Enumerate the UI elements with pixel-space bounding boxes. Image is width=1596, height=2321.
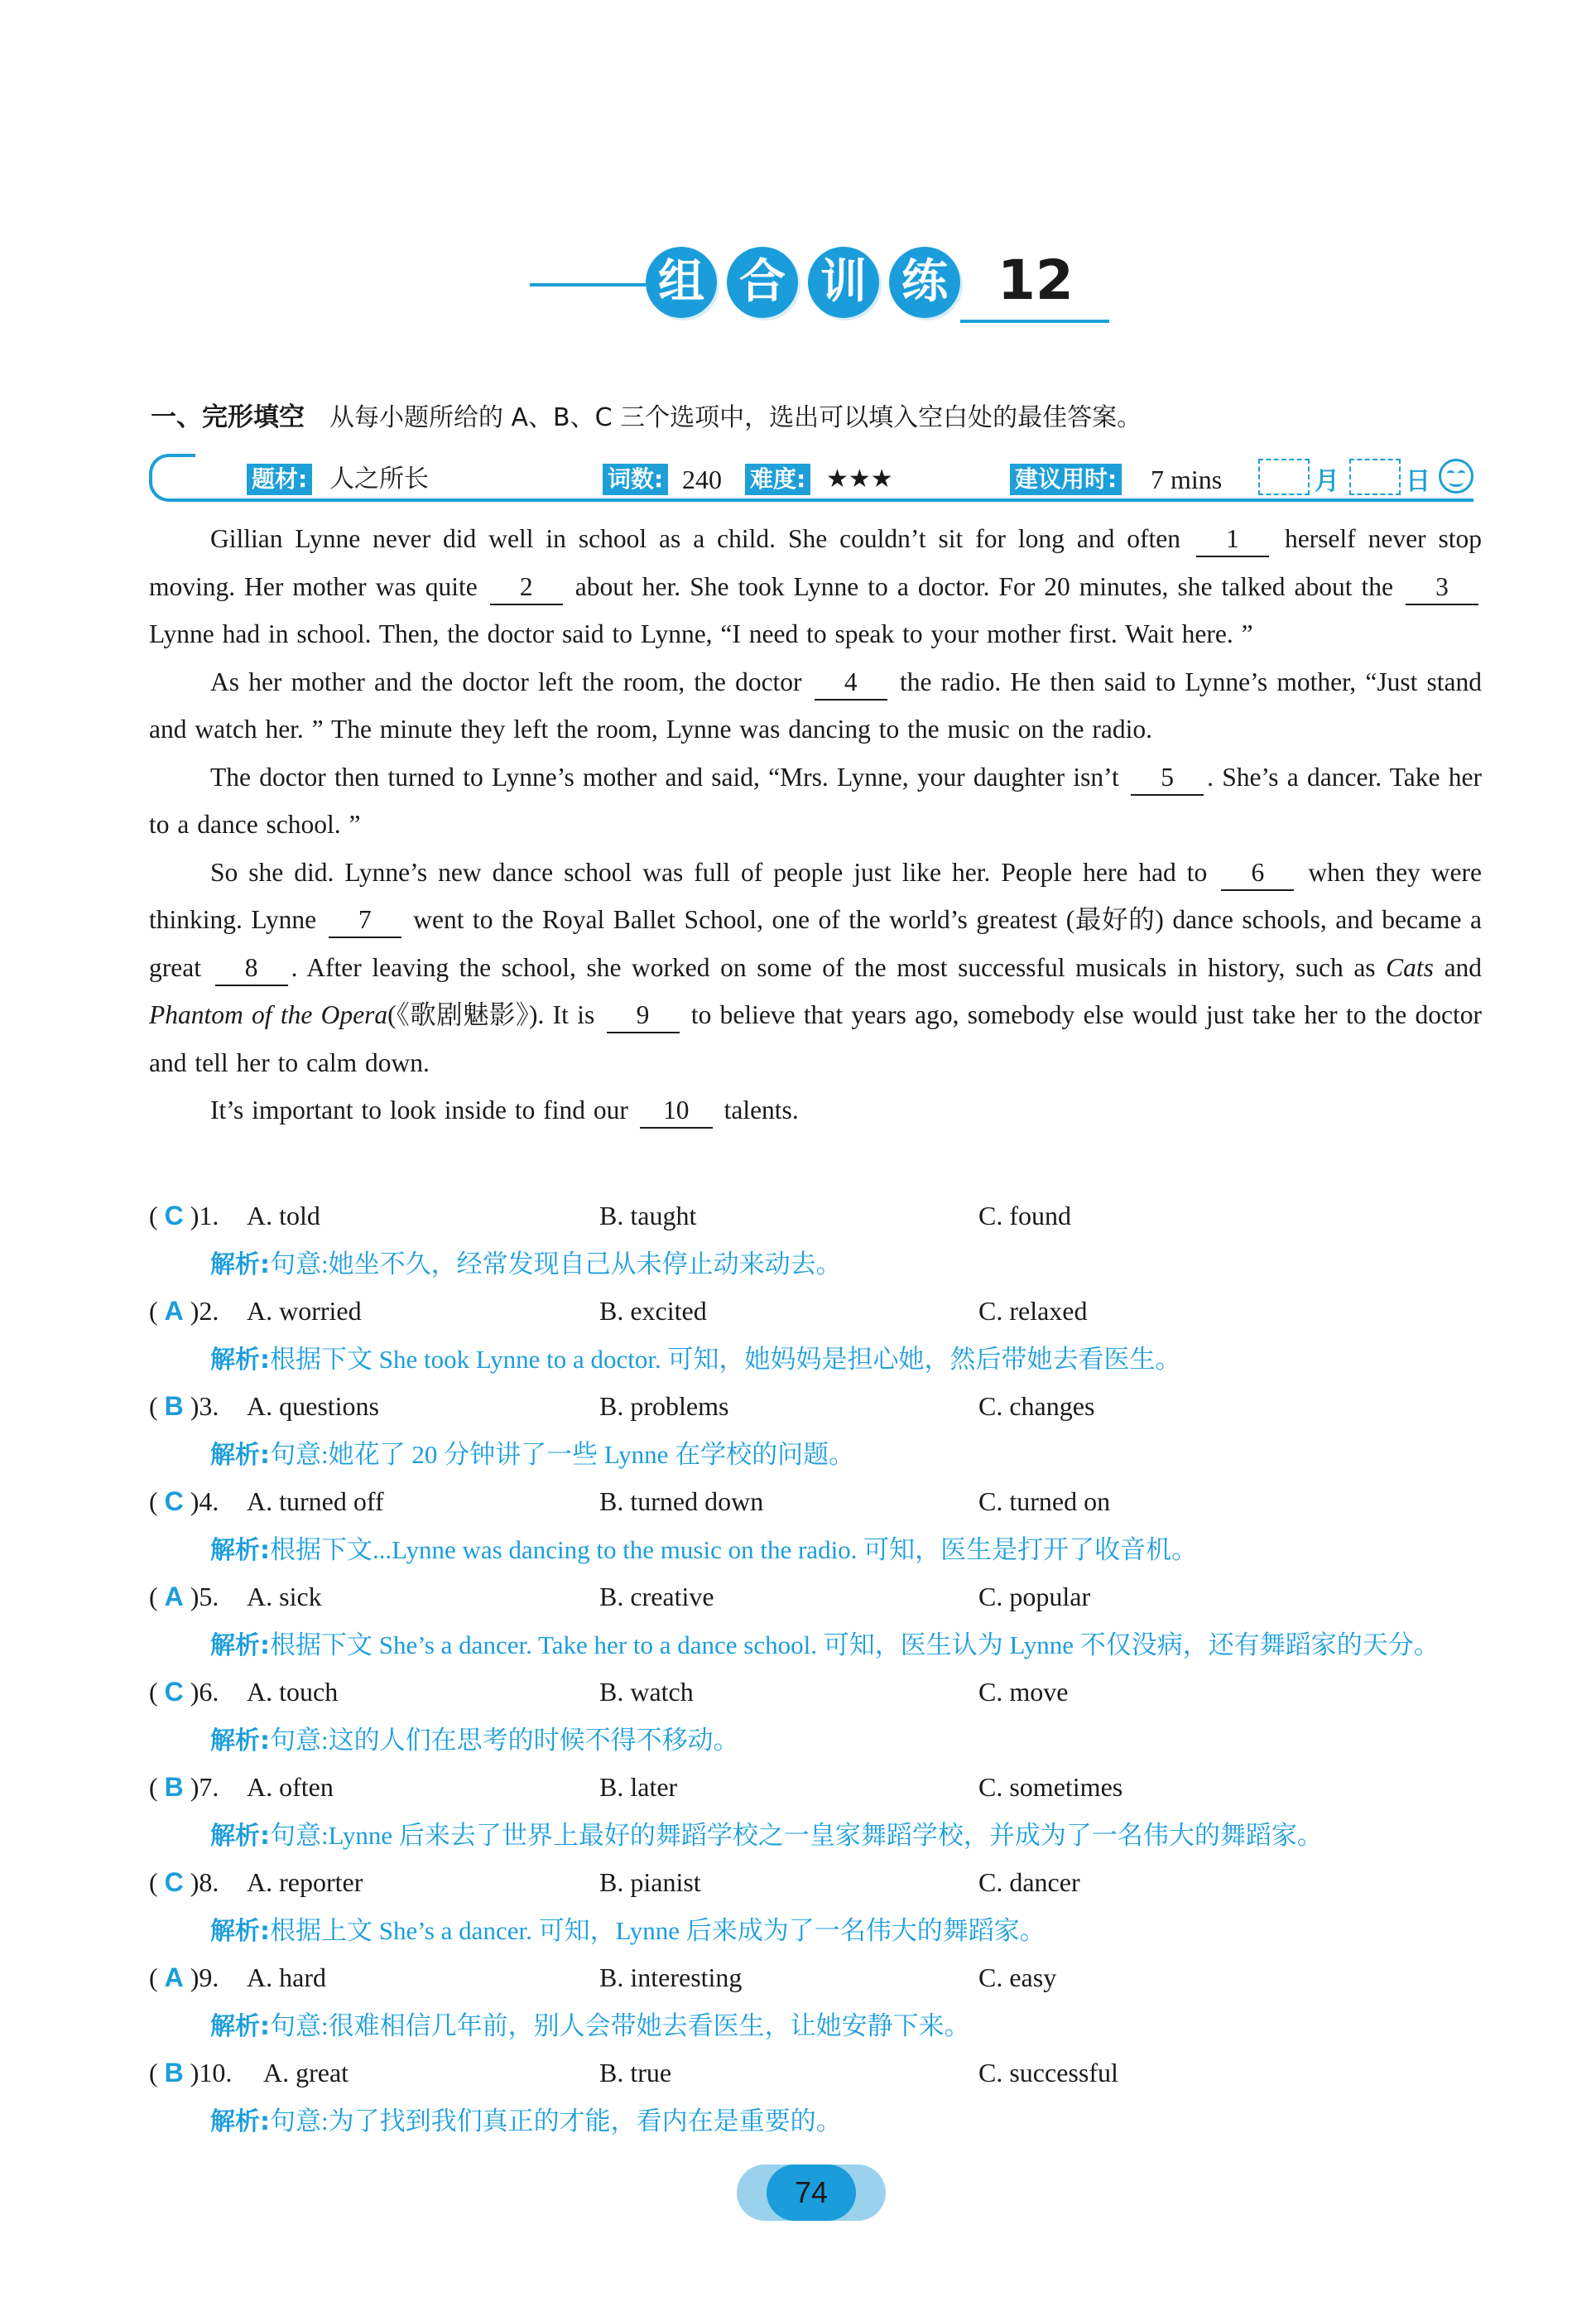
day-input[interactable] xyxy=(1349,459,1401,495)
month-label: 月 xyxy=(1315,467,1339,496)
option-a: A. sick xyxy=(247,1582,322,1611)
title-char-1: 组 xyxy=(646,247,717,318)
question-number: 9. xyxy=(199,1962,219,1992)
analysis-text: 句意:她花了 20 分钟讲了一些 Lynne 在学校的问题。 xyxy=(270,1439,855,1469)
answer-letter: A xyxy=(164,1296,184,1326)
analysis-text: 根据下文 She’s a dancer. Take her to a dance school. 可知，医生认为 Lynne 不仅没病，还有舞蹈家的天分。 xyxy=(270,1630,1440,1659)
analysis-label: 解析: xyxy=(210,1726,270,1755)
analysis-text: 根据下文...Lynne was dancing to the music on the radio. 可知，医生是打开了收音机。 xyxy=(270,1534,1198,1564)
question-number: 1. xyxy=(199,1201,219,1230)
question-5 xyxy=(149,1573,1490,1621)
analysis-4 xyxy=(149,1526,1490,1574)
option-a: A. often xyxy=(247,1772,334,1802)
answer-letter: C xyxy=(164,1677,184,1707)
analysis-text: 句意:很难相信几年前，别人会带她去看医生，让她安静下来。 xyxy=(270,2010,970,2040)
analysis-1 xyxy=(149,1240,1490,1288)
question-number: 7. xyxy=(199,1772,219,1802)
answer-letter: C xyxy=(164,1486,184,1516)
analysis-5 xyxy=(149,1621,1490,1669)
option-c: C. found xyxy=(978,1201,1071,1230)
answer-letter: C xyxy=(164,1201,184,1230)
passage-text: about her. She took Lynne to a doctor. For 20 minutes, she talked about the xyxy=(574,571,1393,601)
blank-2: 2 xyxy=(490,571,563,605)
suggested-time-label: 建议用时: xyxy=(1010,464,1122,495)
question-1 xyxy=(149,1192,1490,1240)
passage-text: talents. xyxy=(723,1095,799,1124)
analysis-text: 根据下文 She took Lynne to a doctor. 可知，她妈妈是担心她，然后带她去看医生。 xyxy=(270,1344,1181,1374)
blank-1: 1 xyxy=(1196,522,1269,557)
option-c: C. successful xyxy=(978,2058,1118,2087)
word-count-label: 词数: xyxy=(603,464,668,495)
question-4 xyxy=(149,1478,1490,1526)
blank-4: 4 xyxy=(815,666,887,701)
paragraph-4 xyxy=(149,849,1482,1087)
option-a: A. touch xyxy=(247,1677,339,1707)
option-b: B. excited xyxy=(599,1296,707,1326)
answer-slot: ( A )2. xyxy=(149,1296,219,1326)
question-number: 5. xyxy=(199,1582,219,1611)
question-2 xyxy=(149,1288,1490,1336)
option-a: A. questions xyxy=(247,1391,379,1421)
passage-text: and xyxy=(1444,952,1483,982)
info-bar xyxy=(149,454,1482,505)
title-char-4: 练 xyxy=(889,247,960,318)
paragraph-2 xyxy=(149,658,1482,754)
option-b: B. taught xyxy=(599,1201,697,1230)
question-8 xyxy=(149,1859,1490,1907)
paragraph-1 xyxy=(149,515,1482,658)
option-c: C. sometimes xyxy=(978,1772,1123,1802)
passage-text: It’s important to look inside to find our xyxy=(210,1095,628,1124)
question-number: 2. xyxy=(199,1296,219,1326)
analysis-10 xyxy=(149,2097,1490,2145)
blank-10: 10 xyxy=(640,1094,713,1129)
answer-letter: A xyxy=(164,1582,184,1611)
option-c: C. relaxed xyxy=(978,1296,1088,1326)
smiley-icon xyxy=(1439,459,1473,494)
question-7 xyxy=(149,1764,1490,1812)
question-9 xyxy=(149,1954,1490,2002)
passage-text: when they were thinking. Lynne xyxy=(149,857,1483,934)
difficulty-stars: ★★★ xyxy=(826,465,893,494)
analysis-6 xyxy=(149,1717,1490,1765)
info-bracket xyxy=(149,454,195,502)
passage-text: went to the Royal Ballet School, one of the world’s greatest (最好的) dance schools, and became a great xyxy=(149,905,1482,982)
passage-text: the radio. He then said to Lynne’s mother, “Just stand and watch her. ” The minute they left the room, Lynne was dancing to the music on the radio. xyxy=(149,667,1483,744)
passage-text: . She’s a dancer. Take her to a dance school. ” xyxy=(149,762,1483,839)
answer-slot: ( B )10. xyxy=(149,2058,233,2087)
blank-9: 9 xyxy=(607,999,680,1033)
option-b: B. creative xyxy=(599,1582,714,1611)
analysis-label: 解析: xyxy=(210,1916,270,1946)
passage-text: Lynne had in school. Then, the doctor said to Lynne, “I need to speak to your mother first. Wait here. ” xyxy=(149,619,1253,648)
answer-letter: A xyxy=(164,1962,184,1992)
analysis-label: 解析: xyxy=(210,2011,270,2041)
passage-text: So she did. Lynne’s new dance school was full of people just like her. People here had to xyxy=(210,857,1208,887)
paragraph-5 xyxy=(149,1086,1482,1134)
option-c: C. easy xyxy=(978,1962,1057,1992)
title-line-left xyxy=(530,283,646,287)
passage-text: As her mother and the doctor left the room, the doctor xyxy=(210,667,802,696)
blank-3: 3 xyxy=(1406,571,1478,605)
option-c: C. move xyxy=(978,1677,1069,1707)
option-c: C. changes xyxy=(978,1391,1095,1421)
answer-slot: ( B )7. xyxy=(149,1772,219,1802)
analysis-3 xyxy=(149,1431,1490,1479)
answer-letter: B xyxy=(164,1391,184,1421)
option-c: C. turned on xyxy=(978,1486,1111,1516)
question-number: 3. xyxy=(199,1391,219,1421)
option-b: B. pianist xyxy=(599,1867,701,1897)
topic-value: 人之所长 xyxy=(329,465,429,494)
analysis-label: 解析: xyxy=(210,2107,270,2136)
analysis-label: 解析: xyxy=(210,1535,270,1565)
option-b: B. turned down xyxy=(599,1486,764,1516)
analysis-2 xyxy=(149,1336,1490,1384)
question-3 xyxy=(149,1383,1490,1431)
analysis-label: 解析: xyxy=(210,1821,270,1851)
option-a: A. told xyxy=(247,1201,320,1230)
title-line-right xyxy=(960,320,1109,323)
answer-slot: ( C )6. xyxy=(149,1677,219,1707)
analysis-text: 根据上文 She’s a dancer. 可知，Lynne 后来成为了一名伟大的舞蹈家。 xyxy=(270,1915,1046,1945)
month-input[interactable] xyxy=(1258,459,1310,495)
question-list xyxy=(149,1192,1490,2145)
analysis-text: 句意:这的人们在思考的时候不得不移动。 xyxy=(270,1725,739,1755)
title-char-3: 训 xyxy=(808,247,879,318)
page-number-badge xyxy=(737,2165,886,2221)
option-c: C. popular xyxy=(978,1582,1091,1611)
option-b: B. interesting xyxy=(599,1962,743,1992)
option-b: B. watch xyxy=(599,1677,694,1707)
question-10 xyxy=(149,2049,1490,2097)
answer-letter: C xyxy=(164,1867,184,1897)
section-title: 一、完形填空 xyxy=(151,402,305,432)
analysis-label: 解析: xyxy=(210,1630,270,1660)
answer-slot: ( A )9. xyxy=(149,1962,219,1992)
answer-letter: B xyxy=(164,1772,184,1802)
passage-text: . After leaving the school, she worked on some of the most successful musicals in history, such as xyxy=(291,952,1376,982)
passage-text: Gillian Lynne never did well in school as a child. She couldn’t sit for long and often xyxy=(210,524,1181,553)
answer-slot: ( C )1. xyxy=(149,1201,219,1230)
blank-6: 6 xyxy=(1221,856,1294,891)
answer-letter: B xyxy=(164,2058,184,2087)
day-label: 日 xyxy=(1406,467,1430,496)
answer-slot: ( A )5. xyxy=(149,1582,219,1611)
analysis-text: 句意:Lynne 后来去了世界上最好的舞蹈学校之一皇家舞蹈学校，并成为了一名伟大的舞蹈家。 xyxy=(270,1820,1323,1850)
option-a: A. worried xyxy=(247,1296,362,1326)
option-a: A. hard xyxy=(247,1962,326,1992)
musical-title-phantom: Phantom of the Opera xyxy=(149,1000,388,1029)
page-title xyxy=(530,240,1109,331)
question-number: 4. xyxy=(199,1486,219,1516)
question-number: 8. xyxy=(199,1867,219,1897)
option-a: A. great xyxy=(263,2058,349,2087)
analysis-text: 句意:她坐不久，经常发现自己从未停止动来动去。 xyxy=(270,1249,842,1278)
section-instruction: 从每小题所给的 A、B、C 三个选项中，选出可以填入空白处的最佳答案。 xyxy=(329,403,1142,432)
paragraph-3 xyxy=(149,754,1482,849)
analysis-8 xyxy=(149,1907,1490,1955)
question-6 xyxy=(149,1669,1490,1717)
question-number: 10. xyxy=(199,2058,233,2087)
option-c: C. dancer xyxy=(978,1867,1080,1897)
option-b: B. true xyxy=(599,2058,672,2087)
info-underline xyxy=(182,498,1473,502)
answer-slot: ( C )4. xyxy=(149,1486,219,1516)
passage xyxy=(149,515,1482,1134)
question-number: 6. xyxy=(199,1677,219,1707)
option-a: A. turned off xyxy=(247,1486,384,1516)
option-b: B. problems xyxy=(599,1391,729,1421)
analysis-label: 解析: xyxy=(210,1345,270,1375)
passage-text: to believe that years ago, somebody else would just take her to the doctor and tell her to calm down. xyxy=(149,1000,1483,1077)
answer-slot: ( B )3. xyxy=(149,1391,219,1421)
blank-8: 8 xyxy=(215,951,288,986)
analysis-label: 解析: xyxy=(210,1250,270,1279)
blank-7: 7 xyxy=(329,903,401,938)
analysis-label: 解析: xyxy=(210,1440,270,1470)
answer-slot: ( C )8. xyxy=(149,1867,219,1897)
suggested-time-value: 7 mins xyxy=(1151,465,1223,494)
analysis-7 xyxy=(149,1812,1490,1860)
option-a: A. reporter xyxy=(247,1867,363,1897)
analysis-9 xyxy=(149,2002,1490,2050)
topic-label: 题材: xyxy=(247,464,312,495)
difficulty-label: 难度: xyxy=(745,464,810,495)
word-count-value: 240 xyxy=(682,465,722,494)
blank-5: 5 xyxy=(1131,761,1204,796)
analysis-text: 句意:为了找到我们真正的才能，看内在是重要的。 xyxy=(270,2106,842,2136)
section-heading xyxy=(151,396,1492,433)
option-b: B. later xyxy=(599,1772,678,1802)
page-number: 74 xyxy=(767,2165,856,2221)
passage-text: herself never stop moving. Her mother was quite xyxy=(149,524,1483,601)
passage-text: The doctor then turned to Lynne’s mother and said, “Mrs. Lynne, your daughter isn’t xyxy=(210,762,1119,792)
title-char-2: 合 xyxy=(727,247,798,318)
passage-text: (《歌剧魅影》). It is xyxy=(387,1000,595,1029)
musical-title-cats: Cats xyxy=(1386,952,1434,982)
title-number: 12 xyxy=(997,248,1074,312)
